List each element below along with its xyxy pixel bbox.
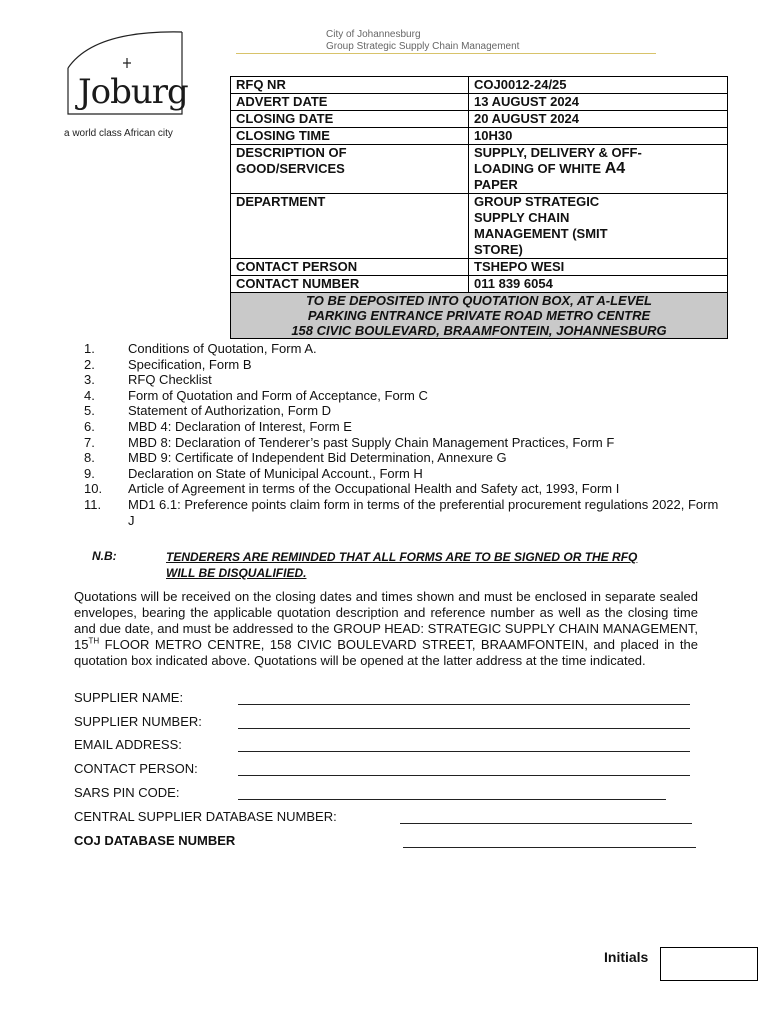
department-label: DEPARTMENT	[231, 194, 469, 259]
list-item	[80, 388, 720, 404]
initials-box[interactable]	[660, 947, 758, 981]
contact-person-label: CONTACT PERSON	[231, 259, 469, 276]
initials-label: Initials	[604, 949, 649, 965]
rfq-details-table	[230, 76, 728, 339]
advert-date-value: 13 AUGUST 2024	[469, 94, 728, 111]
email-address-label: EMAIL ADDRESS:	[74, 737, 182, 752]
department-line: MANAGEMENT (SMIT	[474, 226, 608, 241]
paragraph-superscript: TH	[88, 636, 100, 646]
list-text: Form of Quotation and Form of Acceptance, Form C	[128, 387, 428, 403]
sars-pin-label: SARS PIN CODE:	[74, 785, 180, 800]
deposit-instructions	[231, 293, 728, 339]
description-label	[231, 145, 469, 194]
list-number: 6.	[84, 418, 95, 434]
table-row	[231, 111, 728, 128]
table-row	[231, 259, 728, 276]
city-name: City of Johannesburg	[326, 29, 421, 40]
list-number: 7.	[84, 434, 95, 450]
coj-database-number-field[interactable]	[403, 847, 696, 848]
list-text: MD1 6.1: Preference points claim form in terms of the preferential procurement regulations 2022, Form J	[128, 496, 719, 528]
supplier-name-label: SUPPLIER NAME:	[74, 690, 184, 705]
list-number: 3.	[84, 372, 95, 388]
description-line: PAPER	[474, 177, 518, 192]
header-rule	[236, 53, 656, 54]
paragraph-text: FLOOR METRO CENTRE, 158 CIVIC BOULEVARD STREET, BRAAMFONTEIN, and placed in the quotation box indicated above. Quotations will be opened at the latter address at the time indicated.	[74, 637, 698, 668]
list-number: 5.	[84, 403, 95, 419]
list-item	[80, 403, 720, 419]
department-line: SUPPLY CHAIN	[474, 210, 570, 225]
list-text: Conditions of Quotation, Form A.	[128, 341, 317, 356]
description-text: LOADING OF WHITE	[474, 161, 605, 176]
logo-tagline: a world class African city	[64, 128, 173, 139]
closing-time-label: CLOSING TIME	[231, 128, 469, 145]
submission-paragraph	[74, 589, 698, 669]
list-number: 1.	[84, 341, 95, 356]
list-item	[80, 466, 720, 482]
nb-label: N.B:	[92, 549, 117, 563]
deposit-line: TO BE DEPOSITED INTO QUOTATION BOX, AT A-LEVEL	[306, 293, 652, 308]
description-value	[469, 145, 728, 194]
paragraph-text: Quotations will be received on the closing dates and times shown and must be enclosed in separate sealed envelopes, bearing the applicable quotation description and reference number as well as the closing time and due date, and must be addressed to the GROUP HEAD: STRATEGIC SUPPLY CHAIN MANAGEMENT, 15	[74, 589, 698, 652]
unit-name: Group Strategic Supply Chain Management	[326, 41, 520, 52]
department-line: GROUP STRATEGIC	[474, 194, 600, 209]
list-text: MBD 8: Declaration of Tenderer’s past Supply Chain Management Practices, Form F	[128, 434, 615, 450]
advert-date-label: ADVERT DATE	[231, 94, 469, 111]
list-text: RFQ Checklist	[128, 372, 212, 388]
table-row	[231, 276, 728, 293]
rfq-nr-label: RFQ NR	[231, 77, 469, 94]
csd-number-label: CENTRAL SUPPLIER DATABASE NUMBER:	[74, 809, 337, 824]
description-label-line: GOOD/SERVICES	[236, 161, 345, 176]
list-item	[80, 419, 720, 435]
supplier-number-field[interactable]	[238, 728, 690, 729]
list-text: MBD 4: Declaration of Interest, Form E	[128, 418, 352, 434]
list-item	[80, 497, 720, 528]
closing-time-value: 10H30	[469, 128, 728, 145]
rfq-nr-value: COJ0012-24/25	[469, 77, 728, 94]
list-text: Declaration on State of Municipal Account., Form H	[128, 465, 423, 481]
contact-number-value: 011 839 6054	[469, 276, 728, 293]
list-item	[80, 435, 720, 451]
description-a4: A4	[604, 160, 626, 177]
city-header	[326, 29, 519, 53]
nb-warning: TENDERERS ARE REMINDED THAT ALL FORMS ARE TO BE SIGNED OR THE RFQ WILL BE DISQUALIFIED.	[166, 550, 638, 580]
description-label-line: DESCRIPTION OF	[236, 145, 347, 160]
deposit-instructions-row	[231, 293, 728, 339]
table-row	[231, 77, 728, 94]
table-row	[231, 94, 728, 111]
supplier-name-field[interactable]	[238, 704, 690, 705]
list-item	[80, 372, 720, 388]
logo-wordmark: Joburg	[78, 72, 188, 112]
csd-number-field[interactable]	[400, 823, 692, 824]
table-row	[231, 145, 728, 194]
department-value	[469, 194, 728, 259]
coj-database-number-label: COJ DATABASE NUMBER	[74, 833, 236, 848]
forms-list	[80, 341, 720, 528]
list-item	[80, 357, 720, 373]
list-text: Specification, Form B	[128, 356, 252, 372]
joburg-logo	[64, 28, 188, 120]
description-line	[474, 161, 722, 177]
deposit-line: PARKING ENTRANCE PRIVATE ROAD METRO CENTRE	[307, 308, 651, 323]
list-text: Article of Agreement in terms of the Occupational Health and Safety act, 1993, Form I	[128, 481, 620, 497]
list-number: 11.	[84, 496, 102, 512]
email-address-field[interactable]	[238, 751, 690, 752]
list-item	[80, 450, 720, 466]
closing-date-label: CLOSING DATE	[231, 111, 469, 128]
list-item	[80, 481, 720, 497]
table-row	[231, 194, 728, 259]
supplier-number-label: SUPPLIER NUMBER:	[74, 714, 202, 729]
list-number: 8.	[84, 450, 95, 466]
list-number: 2.	[84, 356, 95, 372]
list-number: 9.	[84, 465, 95, 481]
list-number: 4.	[84, 387, 95, 403]
contact-person-value: TSHEPO WESI	[469, 259, 728, 276]
list-text: Statement of Authorization, Form D	[128, 403, 332, 419]
table-row	[231, 128, 728, 145]
contact-person-field-label: CONTACT PERSON:	[74, 761, 198, 776]
list-text: MBD 9: Certificate of Independent Bid Determination, Annexure G	[128, 450, 507, 466]
contact-person-field[interactable]	[238, 775, 690, 776]
list-number: 10.	[84, 481, 103, 497]
description-line: SUPPLY, DELIVERY & OFF-	[474, 145, 642, 160]
department-line: STORE)	[474, 242, 523, 257]
sars-pin-field[interactable]	[238, 799, 666, 800]
deposit-line: 158 CIVIC BOULEVARD, BRAAMFONTEIN, JOHANNESBURG	[291, 323, 667, 338]
contact-number-label: CONTACT NUMBER	[231, 276, 469, 293]
logo-frame	[64, 28, 188, 120]
list-item	[80, 341, 720, 357]
closing-date-value: 20 AUGUST 2024	[469, 111, 728, 128]
